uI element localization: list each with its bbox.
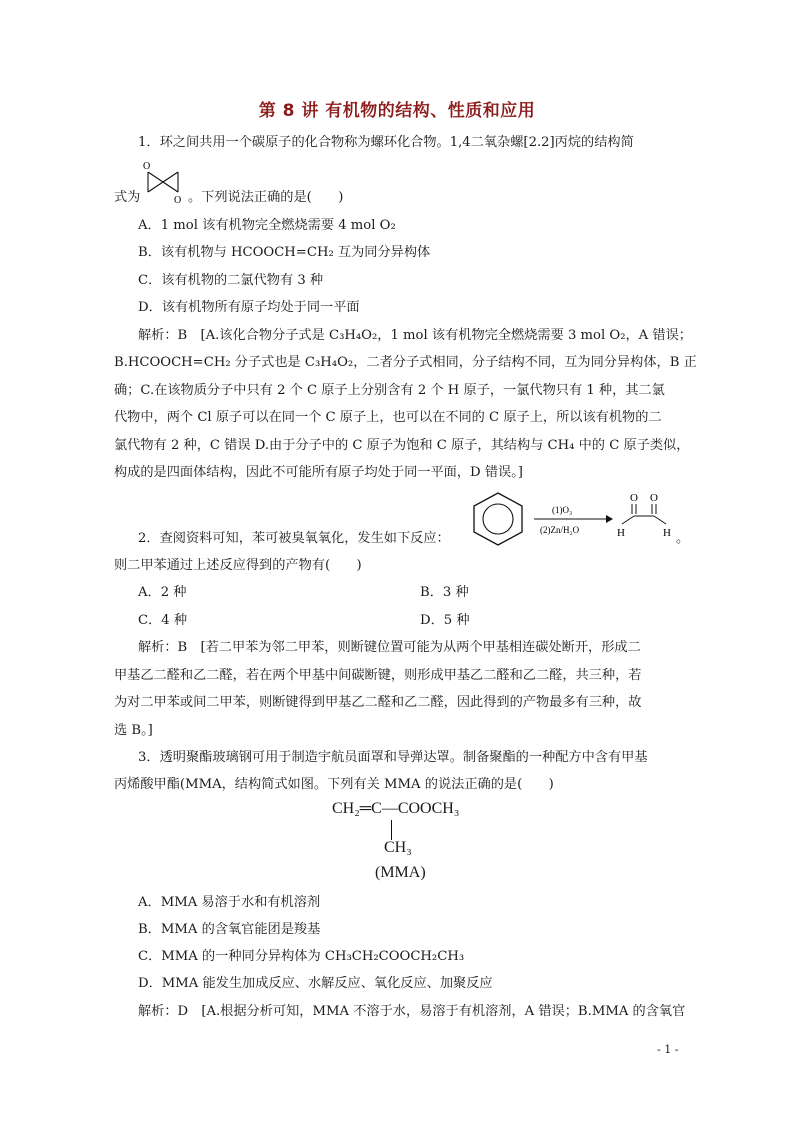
q1-answer-line3: 确；C.在该物质分子中只有 2 个 C 原子上分别含有 2 个 H 原子，一氯代物只有 1 种，其二氯 <box>114 383 665 398</box>
q1-option-d: D．该有机物所有原子均处于同一平面 <box>138 300 360 315</box>
q3-stem-line2: 丙烯酸甲酯(MMA，结构简式如图。下列有关 MMA 的说法正确的是( ) <box>114 777 554 792</box>
q1-answer-line1: 解析：B [A.该化合物分子式是 C₃H₄O₂，1 mol 该有机物完全燃烧需要 3 mol O₂，A 错误； <box>138 328 692 343</box>
q2-stem-line2: 则二甲苯通过上述反应得到的产物有( ) <box>114 558 362 573</box>
q1-answer-line6: 构成的是四面体结构，因此不可能所有原子均处于同一平面，D 错误。] <box>114 465 523 480</box>
mma-formula-methyl: CH₃ <box>384 839 412 856</box>
product-atom-h2: H <box>663 527 671 539</box>
reaction-arrow-head <box>606 515 613 523</box>
q2-option-b: B．3 种 <box>420 585 469 600</box>
q2-option-a: A．2 种 <box>138 585 187 600</box>
q2-answer-line3: 为对二甲苯或间二甲苯，则断键得到甲基乙二醛和乙二醛，因此得到的产物最多有三种，故 <box>114 695 642 710</box>
q1-answer-line2: B.HCOOCH=CH₂ 分子式也是 C₃H₄O₂，二者分子式相同，分子结构不同，互为同分异构体，B 正 <box>114 355 697 370</box>
q2-option-c: C．4 种 <box>138 613 188 628</box>
reagent-step2: (2)Zn/H₂O <box>540 525 580 535</box>
spiro-structure-diagram <box>140 158 188 206</box>
q3-option-b: B．MMA 的含氧官能团是羧基 <box>138 922 321 937</box>
page-number: - 1 - <box>657 1043 679 1056</box>
mma-methyl-bond <box>391 820 392 840</box>
q1-option-a: A．1 mol 该有机物完全燃烧需要 4 mol O₂ <box>138 218 396 233</box>
struct-atom-o2: O <box>174 195 182 206</box>
benzene-ozonolysis-scheme <box>466 488 682 550</box>
benzene-ring <box>474 493 522 545</box>
q2-answer-line2: 甲基乙二醛和乙二醛，若在两个甲基中间碳断键，则形成甲基乙二醛和乙二醛，共三种，若 <box>114 668 642 683</box>
q2-stem-line1-end: 。 <box>676 531 690 546</box>
q3-stem-line1: 3．透明聚酯玻璃钢可用于制造宇航员面罩和导弹达罩。制备聚酯的一种配方中含有甲基 <box>138 750 648 765</box>
q1-stem-line1: 1．环之间共用一个碳原子的化合物称为螺环化合物。1,4二氧杂螺[2.2]丙烷的结构简 <box>138 135 634 150</box>
q3-option-a: A．MMA 易溶于水和有机溶剂 <box>138 895 321 910</box>
q1-answer-line5: 氯代物有 2 种，C 错误 D.由于分子中的 C 原子为饱和 C 原子，其结构与 CH₄ 中的 C 原子类似， <box>114 438 690 453</box>
q1-stem-line2-suffix: 。下列说法正确的是( ) <box>188 190 344 205</box>
product-atom-o1: O <box>630 492 638 504</box>
q3-option-d: D．MMA 能发生加成反应、水解反应、氧化反应、加聚反应 <box>138 976 493 991</box>
struct-atom-o1: O <box>143 161 151 172</box>
q2-answer-line4: 选 B。] <box>114 723 153 738</box>
reagent-step1: (1)O₃ <box>552 505 573 515</box>
q3-option-c: C．MMA 的一种同分异构体为 CH₃CH₂COOCH₂CH₃ <box>138 949 465 964</box>
page-title: 第 8 讲 有机物的结构、性质和应用 <box>258 101 536 121</box>
q3-answer-line1: 解析：D [A.根据分析可知，MMA 不溶于水，易溶于有机溶剂，A 错误；B.MMA 的含氧官 <box>138 1004 686 1019</box>
q1-stem-line2-prefix: 式为 <box>114 190 141 205</box>
mma-formula-label: (MMA) <box>375 864 426 881</box>
q1-option-b: B．该有机物与 HCOOCH=CH₂ 互为同分异构体 <box>138 245 431 260</box>
q1-answer-line4: 代物中，两个 Cl 原子可以在同一个 C 原子上，也可以在不同的 C 原子上，所以该有机物的二 <box>114 410 662 425</box>
q1-option-c: C．该有机物的二氯代物有 3 种 <box>138 273 324 288</box>
q2-option-d: D．5 种 <box>420 613 470 628</box>
product-atom-h1: H <box>617 527 625 539</box>
product-atom-o2: O <box>650 492 658 504</box>
q2-stem-line1: 2．查阅资料可知，苯可被臭氧氧化，发生如下反应： <box>138 531 450 546</box>
mma-formula-main: CH₂═C—COOCH₃ <box>332 800 460 817</box>
benzene-aromatic-circle <box>483 504 513 534</box>
q2-answer-line1: 解析：B [若二甲苯为邻二甲苯，则断键位置可能为从两个甲基相连碳处断开，形成二 <box>138 640 641 655</box>
